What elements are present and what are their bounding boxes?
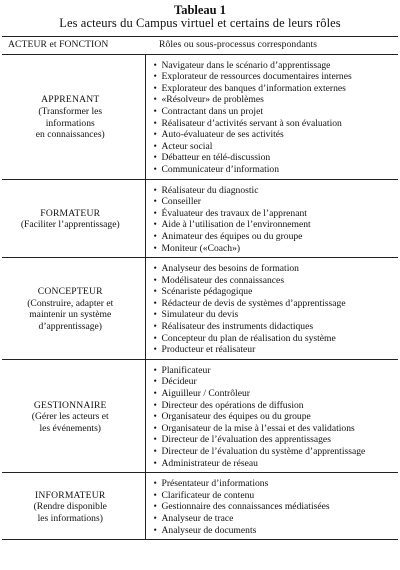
role-item: [154, 321, 399, 333]
role-text: Directeur de l’évaluation des apprentissages: [161, 434, 331, 446]
role-text: «Résolveur» de problèmes: [161, 94, 264, 106]
role-item: [154, 243, 399, 255]
role-text: Décideur: [161, 376, 197, 388]
role-item: [154, 71, 399, 83]
role-text: Modélisateur des connaissances: [161, 274, 285, 286]
role-item: [154, 298, 399, 310]
actor-function-line: d’apprentissage): [38, 321, 102, 333]
bullet-icon: •: [153, 489, 157, 501]
bullet-icon: •: [153, 94, 157, 106]
bullet-icon: •: [153, 434, 157, 446]
role-text: Explorateur de ressources documentaires internes: [161, 71, 352, 83]
table-number: Tableau 1: [174, 3, 226, 17]
roles-list: [154, 365, 399, 469]
role-item: [154, 286, 399, 298]
actor-function-line: (Transformer les: [38, 105, 103, 117]
bullet-icon: •: [153, 524, 157, 536]
role-text: Présentateur d’informations: [161, 478, 269, 490]
actor-function-line: informations: [45, 117, 95, 129]
role-text: Acteur social: [161, 140, 213, 152]
role-text: Moniteur («Coach»): [161, 242, 241, 254]
role-text: Gestionnaire des connaissances médiatisées: [161, 501, 330, 513]
bullet-icon: •: [153, 196, 157, 208]
header-actor-function: ACTEUR et FONCTION: [2, 37, 145, 55]
role-text: Communicateur d’information: [161, 163, 279, 175]
role-text: Navigateur dans le scénario d’apprentissage: [161, 59, 331, 71]
actor-name: GESTIONNAIRE: [33, 399, 107, 411]
role-text: Administrateur de réseau: [161, 457, 258, 469]
table-header-row: [2, 37, 398, 55]
role-item: [154, 400, 399, 412]
role-text: Aide à l’utilisation de l’environnement: [161, 219, 311, 231]
role-text: Analyseur des besoins de formation: [161, 263, 299, 275]
bullet-icon: •: [153, 59, 157, 71]
role-text: Clarificateur de contenu: [161, 489, 255, 501]
role-item: [154, 365, 399, 377]
bullet-icon: •: [153, 364, 157, 376]
role-text: Conseiller: [161, 196, 201, 208]
role-text: Évaluateur des travaux de l’apprenant: [161, 207, 307, 219]
role-text: Planificateur: [161, 364, 211, 376]
bullet-icon: •: [153, 71, 157, 83]
bullet-icon: •: [153, 446, 157, 457]
role-text: Débatteur en télé-discussion: [161, 152, 271, 164]
role-item: [154, 60, 399, 72]
bullet-icon: •: [153, 321, 157, 333]
roles-cell: [145, 54, 398, 179]
bullet-icon: •: [153, 309, 157, 321]
role-item: [154, 513, 399, 525]
bullet-icon: •: [153, 297, 157, 309]
roles-cell: [145, 359, 398, 472]
role-text: Contractant dans un projet: [161, 105, 264, 117]
role-text: Explorateur des banques d’information externes: [161, 82, 346, 94]
actor-function-line: les événements): [39, 422, 102, 434]
roles-table: [2, 36, 398, 540]
role-item: [154, 231, 399, 243]
bullet-icon: •: [153, 388, 157, 400]
bullet-icon: •: [153, 399, 157, 411]
table-body: [2, 54, 398, 540]
role-item: [154, 83, 399, 95]
bullet-icon: •: [153, 140, 157, 152]
bullet-icon: •: [153, 422, 157, 434]
role-text: Simulateur du devis: [161, 309, 239, 321]
role-text: Organisateur de la mise à l’essai et des validations: [161, 422, 355, 434]
actor-function-line: (Faciliter l’apprentissage): [20, 219, 120, 231]
role-text: Réalisateur d’activités servant à son évaluation: [161, 117, 342, 129]
role-item: [154, 501, 399, 513]
role-item: [154, 106, 399, 118]
bullet-icon: •: [153, 207, 157, 219]
role-item: [154, 309, 399, 321]
bullet-icon: •: [153, 163, 157, 175]
actor-cell: [2, 258, 145, 360]
actor-cell: [2, 473, 145, 540]
bullet-icon: •: [153, 457, 157, 469]
table-caption: [0, 4, 400, 30]
table-row: [2, 258, 398, 360]
role-text: Réalisateur des instruments didactiques: [161, 321, 314, 333]
roles-list: [154, 263, 399, 356]
actor-function-line: (Construire, adapter et: [27, 297, 114, 309]
table-row: [2, 54, 398, 179]
role-text: Organisateur des équipes ou du groupe: [161, 411, 311, 423]
table-title: Les acteurs du Campus virtuel et certains de leurs rôles: [59, 16, 341, 30]
bullet-icon: •: [153, 230, 157, 242]
actor-cell: [2, 179, 145, 258]
role-item: [154, 94, 399, 106]
roles-list: [154, 478, 399, 536]
role-item: [154, 376, 399, 388]
actor-function-line: (Rendre disponible: [33, 501, 107, 513]
role-text: Analyseur de trace: [161, 512, 234, 524]
bullet-icon: •: [153, 274, 157, 286]
role-item: [154, 423, 399, 435]
bullet-icon: •: [153, 344, 157, 356]
role-item: [154, 219, 399, 231]
role-item: [154, 141, 399, 153]
role-item: [154, 196, 399, 208]
role-item: [154, 152, 399, 164]
role-text: Scénariste pédagogique: [161, 286, 253, 298]
role-text: Analyseur de documents: [161, 524, 257, 536]
roles-list: [154, 60, 399, 176]
bullet-icon: •: [153, 242, 157, 254]
role-item: [154, 263, 399, 275]
bullet-icon: •: [153, 184, 157, 196]
role-item: [154, 164, 399, 176]
role-text: Animateur des équipes ou du groupe: [161, 230, 303, 242]
bullet-icon: •: [153, 152, 157, 164]
actor-function-line: les informations): [37, 512, 103, 524]
role-item: [154, 333, 399, 345]
role-item: [154, 185, 399, 197]
role-item: [154, 388, 399, 400]
actor-name: APPRENANT: [41, 94, 100, 106]
role-item: [154, 490, 399, 502]
bullet-icon: •: [153, 332, 157, 344]
table-row: [2, 179, 398, 258]
actor-function-line: (Gérer les acteurs et: [31, 411, 109, 423]
role-item: [154, 129, 399, 141]
actor-name: CONCEPTEUR: [37, 286, 103, 298]
role-item: [154, 446, 399, 458]
bullet-icon: •: [153, 129, 157, 141]
actor-cell: [2, 359, 145, 472]
role-item: [154, 458, 399, 470]
role-item: [154, 525, 399, 537]
role-item: [154, 208, 399, 220]
bullet-icon: •: [153, 501, 157, 513]
table-row: [2, 359, 398, 472]
actor-name: FORMATEUR: [40, 207, 101, 219]
bullet-icon: •: [153, 286, 157, 298]
role-text: Rédacteur de devis de systèmes d’apprentissage: [161, 297, 346, 309]
roles-cell: [145, 179, 398, 258]
role-text: Directeur des opérations de diffusion: [161, 399, 304, 411]
role-text: Réalisateur du diagnostic: [161, 184, 259, 196]
role-item: [154, 344, 399, 356]
actor-cell: [2, 54, 145, 179]
bullet-icon: •: [153, 376, 157, 388]
bullet-icon: •: [153, 478, 157, 490]
bullet-icon: •: [153, 82, 157, 94]
bullet-icon: •: [153, 219, 157, 231]
bullet-icon: •: [153, 512, 157, 524]
bullet-icon: •: [153, 263, 157, 275]
role-item: [154, 478, 399, 490]
header-roles: Rôles ou sous-processus correspondants: [145, 37, 398, 55]
role-item: [154, 275, 399, 287]
role-text: Concepteur du plan de réalisation du système: [161, 332, 336, 344]
role-item: [154, 411, 399, 423]
roles-cell: [145, 258, 398, 360]
actor-function-line: en connaissances): [35, 129, 105, 141]
role-text: Auto-évaluateur de ses activités: [161, 129, 284, 141]
bullet-icon: •: [153, 105, 157, 117]
roles-cell: [145, 473, 398, 540]
role-item: [154, 118, 399, 130]
role-text: Producteur et réalisateur: [161, 344, 256, 356]
actor-name: INFORMATEUR: [35, 489, 106, 501]
role-item: [154, 434, 399, 446]
role-text: Aiguilleur / Contrôleur: [161, 388, 250, 400]
roles-list: [154, 185, 399, 255]
table-row: [2, 473, 398, 540]
bullet-icon: •: [153, 117, 157, 129]
role-text: Directeur de l’évaluation du système d’apprentissage: [161, 446, 366, 457]
bullet-icon: •: [153, 411, 157, 423]
actor-function-line: maintenir un système: [29, 309, 112, 321]
